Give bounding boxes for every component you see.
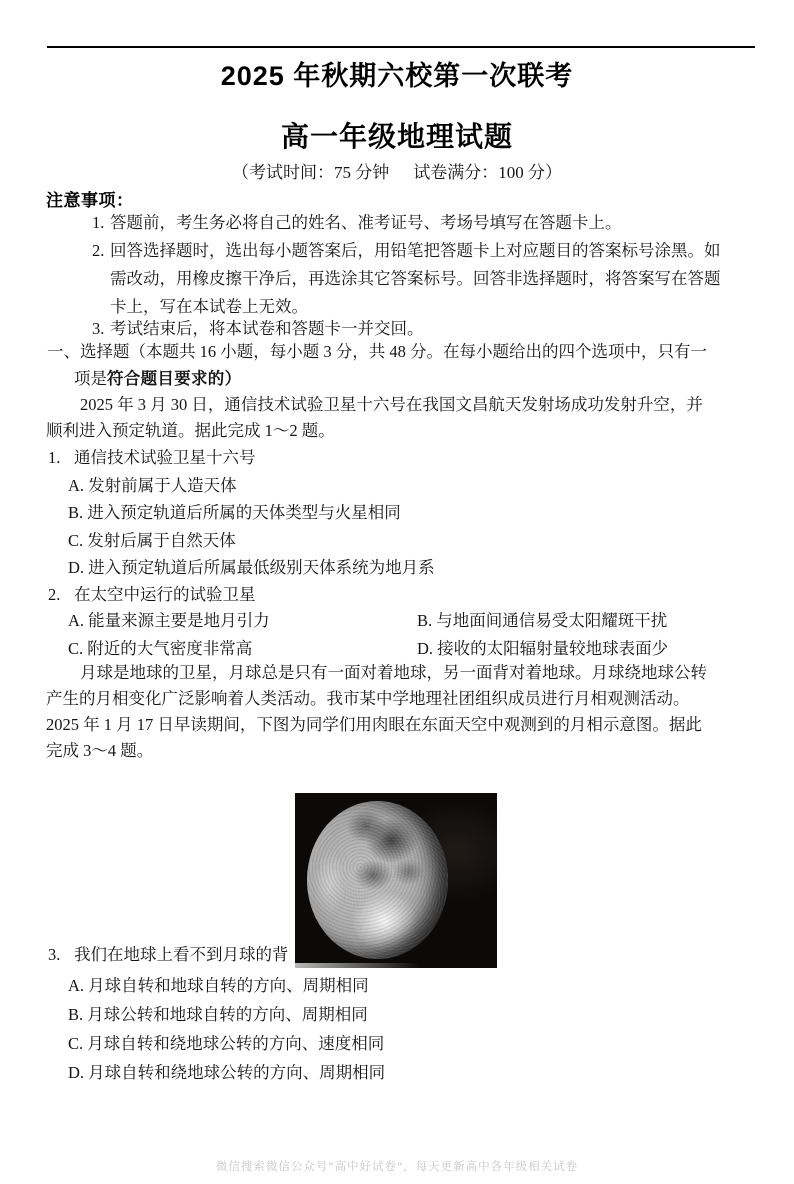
question-3-stem-text: 我们在地球上看不到月球的背 [74,945,289,964]
exam-time: （考试时间：75 分钟 [232,163,390,182]
question-1-number: 1. [48,448,61,467]
question-2-stem [48,584,256,605]
notice-item-3-text: 考试结束后，将本试卷和答题卡一并交回。 [110,319,424,338]
section-heading-line-2 [74,368,241,390]
passage-2-line-1: 月球是地球的卫星，月球总是只有一面对着地球，另一面背对着地球。月球绕地球公转 [80,663,707,682]
question-1-option-d: D. 进入预定轨道后所属最低级别天体系统为地月系 [68,558,435,577]
question-1-stem-text: 通信技术试验卫星十六号 [74,448,256,467]
moon-phase-photo [295,793,497,968]
question-3-option-b: B. 月球公转和地球自转的方向、周期相同 [68,1005,368,1024]
question-3-stem [48,944,289,965]
question-1-option-c: C. 发射后属于自然天体 [68,531,236,550]
notice-heading: 注意事项： [46,191,134,210]
notice-item-1-number: 1. [92,213,105,232]
question-2-stem-text: 在太空中运行的试验卫星 [74,585,256,604]
exam-info [0,158,794,183]
question-3-option-c: C. 月球自转和绕地球公转的方向、速度相同 [68,1034,385,1053]
question-3-option-d: D. 月球自转和绕地球公转的方向、周期相同 [68,1063,386,1082]
question-2-number: 2. [48,585,61,604]
question-1-option-b: B. 进入预定轨道后所属的天体类型与火星相同 [68,503,401,522]
question-3-number: 3. [48,945,61,964]
question-2-option-d: D. 接收的太阳辐射量较地球表面少 [417,639,669,658]
question-1-option-a: A. 发射前属于人造天体 [68,476,237,495]
notice-item-2-text-line-2: 需改动，用橡皮擦干净后，再选涂其它答案标号。回答非选择题时，将答案写在答题 [110,269,721,288]
notice-item-2-number: 2. [92,241,105,260]
question-3-option-a: A. 月球自转和地球自转的方向、周期相同 [68,976,369,995]
notice-item-3-number: 3. [92,319,105,338]
notice-item-3 [92,318,424,339]
passage-2-line-3: 2025 年 1 月 17 日早读期间，下图为同学们用肉眼在东面天空中观测到的月相示意图。据此 [46,715,702,734]
notice-item-1 [92,212,622,233]
question-2-option-c: C. 附近的大气密度非常高 [68,639,253,658]
exam-title: 2025 年秋期六校第一次联考 [220,61,574,91]
moon-image [307,801,448,959]
question-1-stem [48,447,256,468]
notice-item-2-text-line-1: 回答选择题时，选出每小题答案后，用铅笔把答题卡上对应题目的答案标号涂黑。如 [110,241,721,260]
section-heading-line-1: 一、选择题（本题共 16 小题，每小题 3 分，共 48 分。在每小题给出的四个选项中，只有一 [47,342,707,361]
exam-score: 试卷满分：100 分） [413,163,562,182]
question-2-option-a: A. 能量来源主要是地月引力 [68,611,270,630]
notice-item-2-text-line-3: 卡上，写在本试卷上无效。 [110,297,308,316]
footer-watermark: 微信搜索微信公众号“高中好试卷”，每天更新高中各年级相关试卷 [215,1161,579,1173]
question-2-option-b: B. 与地面间通信易受太阳耀斑干扰 [417,611,668,630]
moon-texture [307,801,448,959]
passage-2-line-2: 产生的月相变化广泛影响着人类活动。我市某中学地理社团组织成员进行月相观测活动。 [46,689,690,708]
notice-item-2 [92,240,721,261]
header-rule [47,46,755,48]
exam-subtitle: 高一年级地理试题 [280,121,513,152]
notice-item-1-text: 答题前，考生务必将自己的姓名、准考证号、考场号填写在答题卡上。 [110,213,622,232]
section-heading-bold: 符合题目要求的） [107,370,242,388]
passage-1-line-2: 顺利进入预定轨道。据此完成 1～2 题。 [46,421,335,440]
passage-1-line-1: 2025 年 3 月 30 日，通信技术试验卫星十六号在我国文昌航天发射场成功发射升空，并 [80,395,703,414]
section-heading-plain: 项是 [74,369,107,388]
passage-2-line-4: 完成 3～4 题。 [46,741,154,760]
